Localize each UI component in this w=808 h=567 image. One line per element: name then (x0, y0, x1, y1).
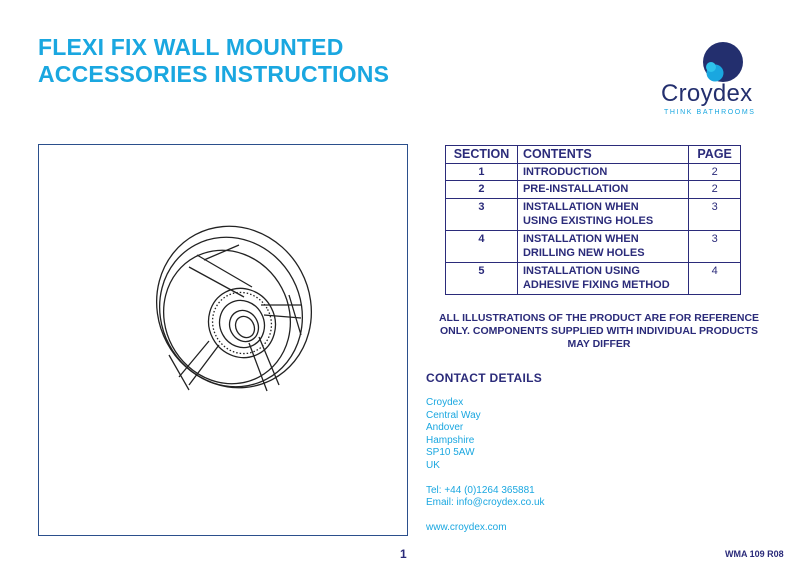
section-title (517, 262, 688, 294)
document-reference: WMA 109 R08 (725, 549, 784, 559)
section-title (517, 163, 688, 181)
address-line: UK (426, 459, 440, 471)
section-title-line: INTRODUCTION (522, 165, 608, 178)
hub-bore-inner (232, 313, 258, 341)
outer-ring-inner-edge (134, 212, 329, 412)
spacer (426, 472, 545, 485)
wall-bracket-illustration (39, 145, 409, 537)
section-number: 3 (446, 198, 518, 230)
brand-tagline: THINK BATHROOMS (664, 109, 756, 116)
section-number: 5 (446, 262, 518, 294)
notice-line: ALL ILLUSTRATIONS OF THE PRODUCT ARE FOR REFERENCE (438, 312, 760, 324)
section-title-line: INSTALLATION WHEN (522, 232, 639, 245)
address-line: Andover (426, 422, 464, 433)
hub-bore (224, 305, 264, 346)
document-title (38, 34, 389, 88)
notice-line: ONLY. COMPONENTS SUPPLIED WITH INDIVIDUAL PRODUCTS (440, 325, 758, 337)
table-row (446, 262, 741, 294)
contact-heading: CONTACT DETAILS (426, 371, 543, 385)
section-title (517, 198, 688, 230)
product-illustration-frame (38, 144, 408, 536)
section-page: 3 (689, 230, 741, 262)
email-link[interactable]: Email: info@croydex.co.uk (426, 497, 545, 508)
section-number: 4 (446, 230, 518, 262)
table-row (446, 181, 741, 199)
page-number: 1 (400, 547, 407, 561)
logo-circle-small (706, 62, 716, 72)
section-number: 1 (446, 163, 518, 181)
section-number: 2 (446, 181, 518, 199)
section-page: 4 (689, 262, 741, 294)
section-title-line: PRE-INSTALLATION (522, 183, 629, 195)
address-line: Hampshire (426, 434, 475, 446)
address-line: Central Way (426, 409, 481, 421)
section-title-line: DRILLING NEW HOLES (522, 247, 645, 259)
section-title-line: USING EXISTING HOLES (522, 215, 654, 227)
hub-outer (196, 277, 287, 370)
section-title (517, 230, 688, 262)
title-line-1: FLEXI FIX WALL MOUNTED (38, 34, 344, 60)
section-title-line: ADHESIVE FIXING METHOD (522, 279, 670, 291)
address-line: SP10 5AW (426, 447, 475, 458)
telephone: Tel: +44 (0)1264 365881 (426, 484, 535, 496)
section-page: 3 (689, 198, 741, 230)
section-page: 2 (689, 163, 741, 181)
title-line-2: ACCESSORIES INSTRUCTIONS (38, 61, 390, 87)
address-line: Croydex (426, 397, 464, 408)
header-page: PAGE (689, 146, 741, 164)
header-section: SECTION (446, 146, 518, 164)
brand-name: Croydex (661, 80, 753, 107)
table-row (446, 163, 741, 181)
spacer (426, 510, 545, 523)
table-row (446, 230, 741, 262)
hub-inner (211, 292, 272, 355)
cross-ribs (179, 255, 301, 391)
header-contents: CONTENTS (517, 146, 688, 164)
contents-header-row (446, 146, 741, 164)
section-title-line: INSTALLATION USING (522, 264, 640, 277)
website-link[interactable]: www.croydex.com (426, 522, 507, 533)
section-page: 2 (689, 181, 741, 199)
section-title-line: INSTALLATION WHEN (522, 200, 639, 213)
contact-details (426, 397, 545, 535)
section-title (517, 181, 688, 199)
notice-line: MAY DIFFER (567, 338, 631, 350)
contents-table (445, 145, 741, 295)
table-row (446, 198, 741, 230)
illustration-notice (426, 312, 772, 351)
